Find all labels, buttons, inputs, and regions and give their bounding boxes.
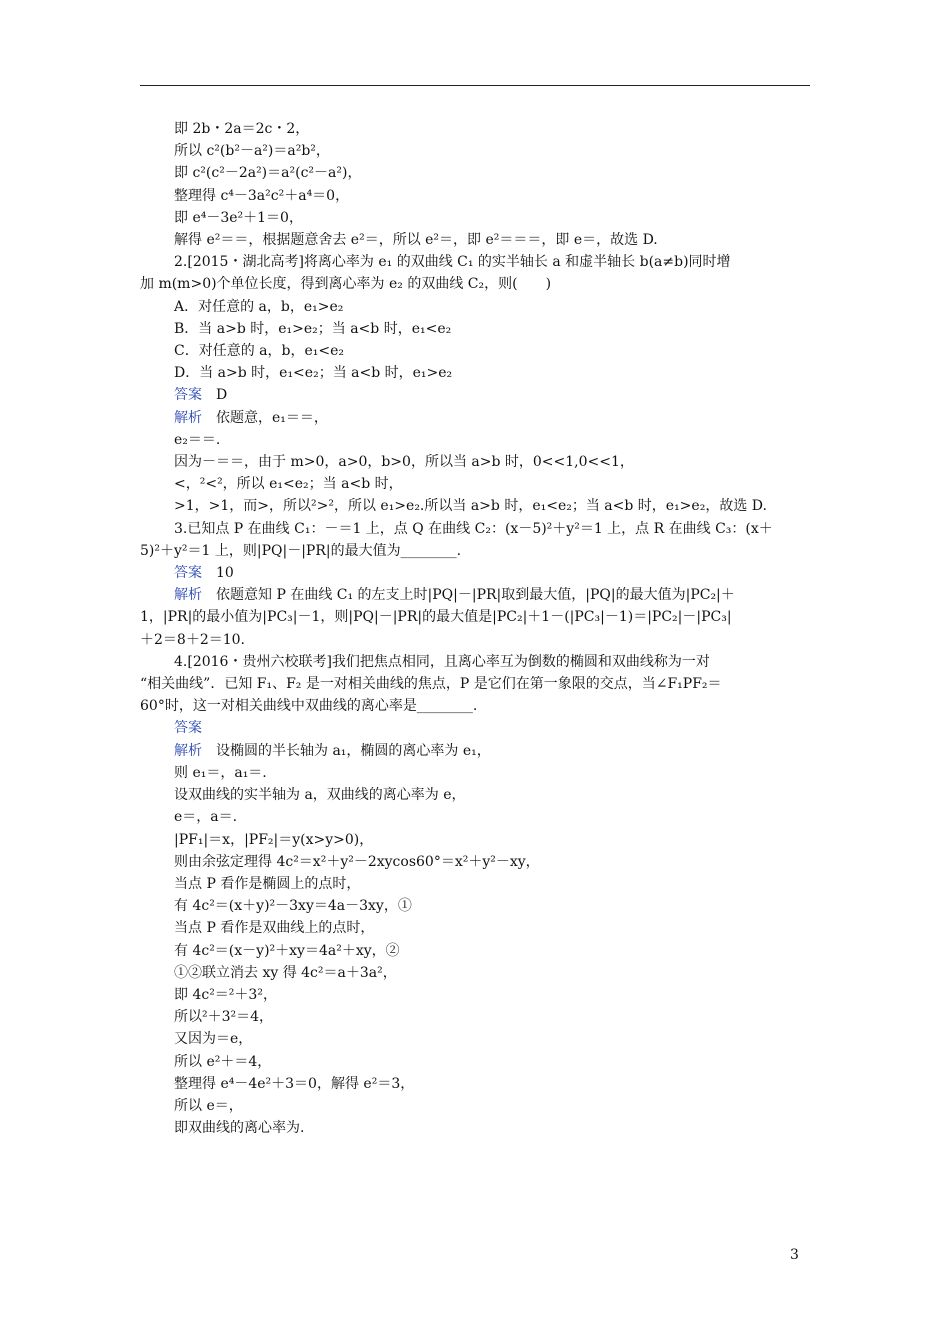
text-line: 又因为＝e，	[174, 1031, 253, 1048]
text-line-continuation: 60°时，这一对相关曲线中双曲线的离心率是________.	[140, 698, 478, 715]
text-line-continuation: “相关曲线”．已知 F₁、F₂ 是一对相关曲线的焦点，P 是它们在第一象限的交点，当∠F₁PF₂＝	[140, 676, 722, 693]
page-number: 3	[790, 1247, 799, 1263]
line-text: 依题意知 P 在曲线 C₁ 的左支上时|PQ|－|PR|取到最大值，|PQ|的最大值为|PC₂|＋	[202, 587, 735, 604]
answer-line	[140, 384, 812, 406]
text-line: |PF₁|＝x，|PF₂|＝y(x>y>0)，	[174, 831, 374, 848]
text-line: 解得 e²＝＝，根据题意舍去 e²＝，所以 e²＝，即 e²＝＝＝，即 e＝，故选 D.	[174, 232, 658, 249]
text-line: ①②联立消去 xy 得 4c²＝a＋3a²，	[174, 964, 397, 981]
text-line: 即 e⁴－3e²＋1＝0，	[174, 209, 303, 226]
text-line: 即双曲线的离心率为.	[174, 1120, 305, 1137]
explanation-label: 解析	[174, 409, 202, 426]
text-line: 2.[2015・湖北高考]将离心率为 e₁ 的双曲线 C₁ 的实半轴长 a 和虚半轴长 b(a≠b)同时增	[174, 254, 731, 271]
answer-line	[140, 717, 812, 739]
explanation-label: 解析	[174, 587, 202, 604]
text-line: 有 4c²＝(x＋y)²－3xy＝4a－3xy，①	[174, 898, 412, 915]
line-text: 设椭圆的半长轴为 a₁，椭圆的离心率为 e₁，	[202, 742, 491, 759]
answer-label: 答案	[174, 720, 202, 737]
text-line: A．对任意的 a，b，e₁>e₂	[174, 298, 344, 315]
text-line: e₂＝＝.	[174, 431, 221, 448]
header-rule	[140, 85, 810, 86]
text-line: C．对任意的 a，b，e₁<e₂	[174, 343, 344, 360]
text-line: >1，>1，而>，所以²>²，所以 e₁>e₂.所以当 a>b 时，e₁<e₂；当 a<b 时，e₁>e₂，故选 D.	[174, 498, 767, 515]
text-line: e＝，a＝.	[174, 809, 238, 826]
text-line: D．当 a>b 时，e₁<e₂；当 a<b 时，e₁>e₂	[174, 365, 453, 382]
explanation-line	[140, 407, 812, 429]
text-line: 整理得 c⁴－3a²c²＋a⁴＝0，	[174, 187, 350, 204]
text-line: 则由余弦定理得 4c²＝x²＋y²－2xycos60°＝x²＋y²－xy，	[174, 853, 540, 870]
text-line: 整理得 e⁴－4e²＋3＝0，解得 e²＝3，	[174, 1075, 415, 1092]
answer-label: 答案	[174, 387, 202, 404]
text-line: 所以 c²(b²－a²)＝a²b²，	[174, 143, 330, 160]
text-line: 即 c²(c²－2a²)＝a²(c²－a²)，	[174, 165, 362, 182]
text-line: 即 4c²＝²＋3²，	[174, 986, 277, 1003]
text-line: 4.[2016・贵州六校联考]我们把焦点相同，且离心率互为倒数的椭圆和双曲线称为一对	[174, 653, 710, 670]
answer-label: 答案	[174, 565, 202, 582]
text-line: 3.已知点 P 在曲线 C₁：－＝1 上，点 Q 在曲线 C₂：(x－5)²＋y²＝1 上，点 R 在曲线 C₃：(x＋	[174, 520, 773, 537]
text-line: 所以 e＝，	[174, 1097, 243, 1114]
explanation-line	[140, 740, 812, 762]
text-line: 则 e₁＝，a₁＝.	[174, 764, 267, 781]
text-line: 即 2b・2a＝2c・2，	[174, 121, 310, 137]
document-body	[140, 118, 812, 1139]
line-text: 依题意，e₁＝＝，	[202, 409, 328, 426]
text-line: 所以²＋3²＝4，	[174, 1009, 274, 1026]
text-line: 有 4c²＝(x－y)²＋xy＝4a²＋xy，②	[174, 942, 400, 959]
explanation-label: 解析	[174, 742, 202, 759]
line-text: 10	[202, 565, 234, 582]
text-line-continuation: 加 m(m>0)个单位长度，得到离心率为 e₂ 的双曲线 C₂，则( )	[140, 276, 552, 293]
text-line: 因为－＝＝，由于 m>0，a>0，b>0，所以当 a>b 时，0<<1,0<<1，	[174, 454, 634, 471]
explanation-line	[140, 584, 812, 606]
text-line-continuation: 1，|PR|的最小值为|PC₃|－1，则|PQ|－|PR|的最大值是|PC₂|＋1－(|PC₃|－1)＝|PC₂|－|PC₃|	[140, 609, 732, 626]
text-line-continuation: 5)²＋y²＝1 上，则|PQ|－|PR|的最大值为________.	[140, 542, 462, 559]
text-line: <，²<²，所以 e₁<e₂；当 a<b 时，	[174, 476, 403, 493]
text-line: 当点 P 看作是椭圆上的点时，	[174, 875, 361, 892]
text-line-continuation: ＋2＝8＋2＝10.	[140, 631, 245, 648]
answer-line	[140, 562, 812, 584]
text-line: B．当 a>b 时，e₁>e₂；当 a<b 时，e₁<e₂	[174, 320, 452, 337]
text-line: 设双曲线的实半轴为 a，双曲线的离心率为 e，	[174, 787, 466, 804]
text-line: 当点 P 看作是双曲线上的点时，	[174, 920, 375, 937]
text-line: 所以 e²＋＝4，	[174, 1053, 272, 1070]
line-text: D	[202, 387, 228, 404]
